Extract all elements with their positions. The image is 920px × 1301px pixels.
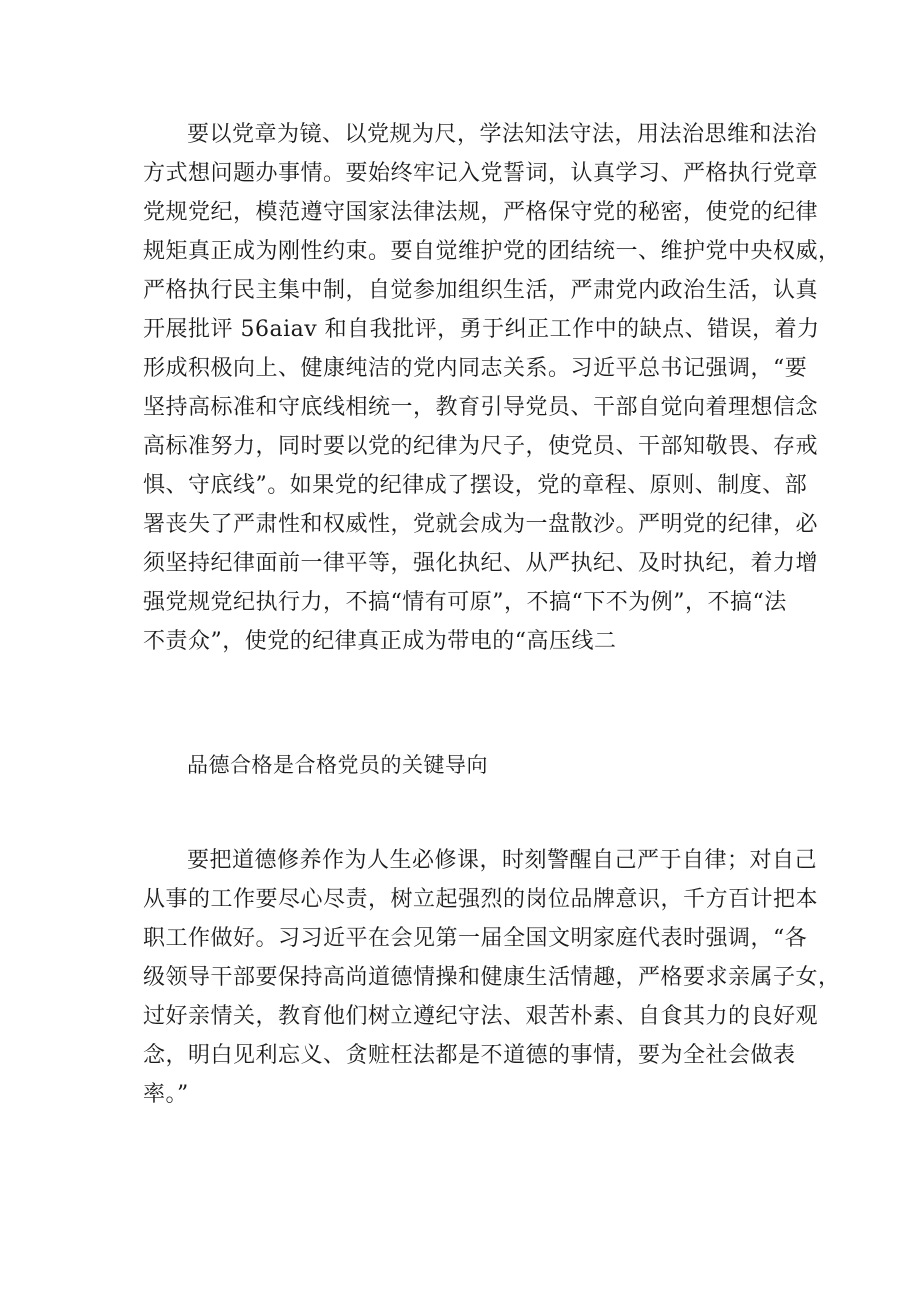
paragraph-line: 职工作做好。习习近平在会见第一届全国文明家庭代表时强调，“各 bbox=[143, 926, 808, 951]
paragraph-line: 级领导干部要保持高尚道德情操和健康生活情趣，严格要求亲属子女， bbox=[143, 965, 841, 990]
paragraph-line: 署丧失了严肃性和权威性，党就会成为一盘散沙。严明党的纪律，必 bbox=[143, 512, 819, 537]
paragraph-line: 规矩真正成为刚性约束。要自觉维护党的团结统一、维护党中央权威， bbox=[143, 239, 841, 264]
paragraph-line: 高标准努力，同时要以党的纪律为尺子，使党员、干部知敬畏、存戒 bbox=[143, 434, 819, 459]
paragraph-1 bbox=[143, 115, 841, 661]
paragraph-line: 严格执行民主集中制，自觉参加组织生活，严肃党内政治生活，认真 bbox=[143, 278, 819, 303]
paragraph-2 bbox=[143, 841, 841, 1114]
paragraph-line: 坚持高标准和守底线相统一，教育引导党员、干部自觉向着理想信念 bbox=[143, 395, 819, 420]
paragraph-line: 须坚持纪律面前一律平等，强化执纪、从严执纪、及时执纪，着力增 bbox=[143, 551, 819, 576]
paragraph-line: 惧、守底线”。如果党的纪律成了摆设，党的章程、原则、制度、部 bbox=[143, 473, 808, 498]
paragraph-line: 率。” bbox=[143, 1082, 189, 1107]
paragraph-line: 过好亲情关，教育他们树立遵纪守法、艰苦朴素、自食其力的良好观 bbox=[143, 1004, 819, 1029]
paragraph-line: 形成积极向上、健康纯洁的党内同志关系。习近平总书记强调，“要 bbox=[143, 356, 808, 381]
paragraph-line: 不责众”，使党的纪律真正成为带电的“高压线二 bbox=[143, 629, 617, 654]
paragraph-line: 要以党章为镜、以党规为尺，学法知法守法，用法治思维和法治 bbox=[187, 122, 818, 147]
paragraph-line: 方式想问题办事情。要始终牢记入党誓词，认真学习、严格执行党章 bbox=[143, 161, 819, 186]
paragraph-line: 念，明白见利忘义、贪赃枉法都是不道德的事情，要为全社会做表 bbox=[143, 1043, 796, 1068]
paragraph-line: 从事的工作要尽心尽责，树立起强烈的岗位品牌意识，千方百计把本 bbox=[143, 887, 819, 912]
paragraph-line: 强党规党纪执行力，不搞“情有可原”，不搞“下不为例”，不搞“法 bbox=[143, 590, 787, 615]
paragraph-line: 开展批评 56aiav 和自我批评，勇于纠正工作中的缺点、错误，着力 bbox=[143, 317, 820, 342]
section-heading: 品德合格是合格党员的关键导向 bbox=[187, 753, 488, 777]
paragraph-line: 要把道德修养作为人生必修课，时刻警醒自己严于自律；对自己 bbox=[187, 848, 818, 873]
paragraph-line: 党规党纪，模范遵守国家法律法规，严格保守党的秘密，使党的纪律 bbox=[143, 200, 819, 225]
